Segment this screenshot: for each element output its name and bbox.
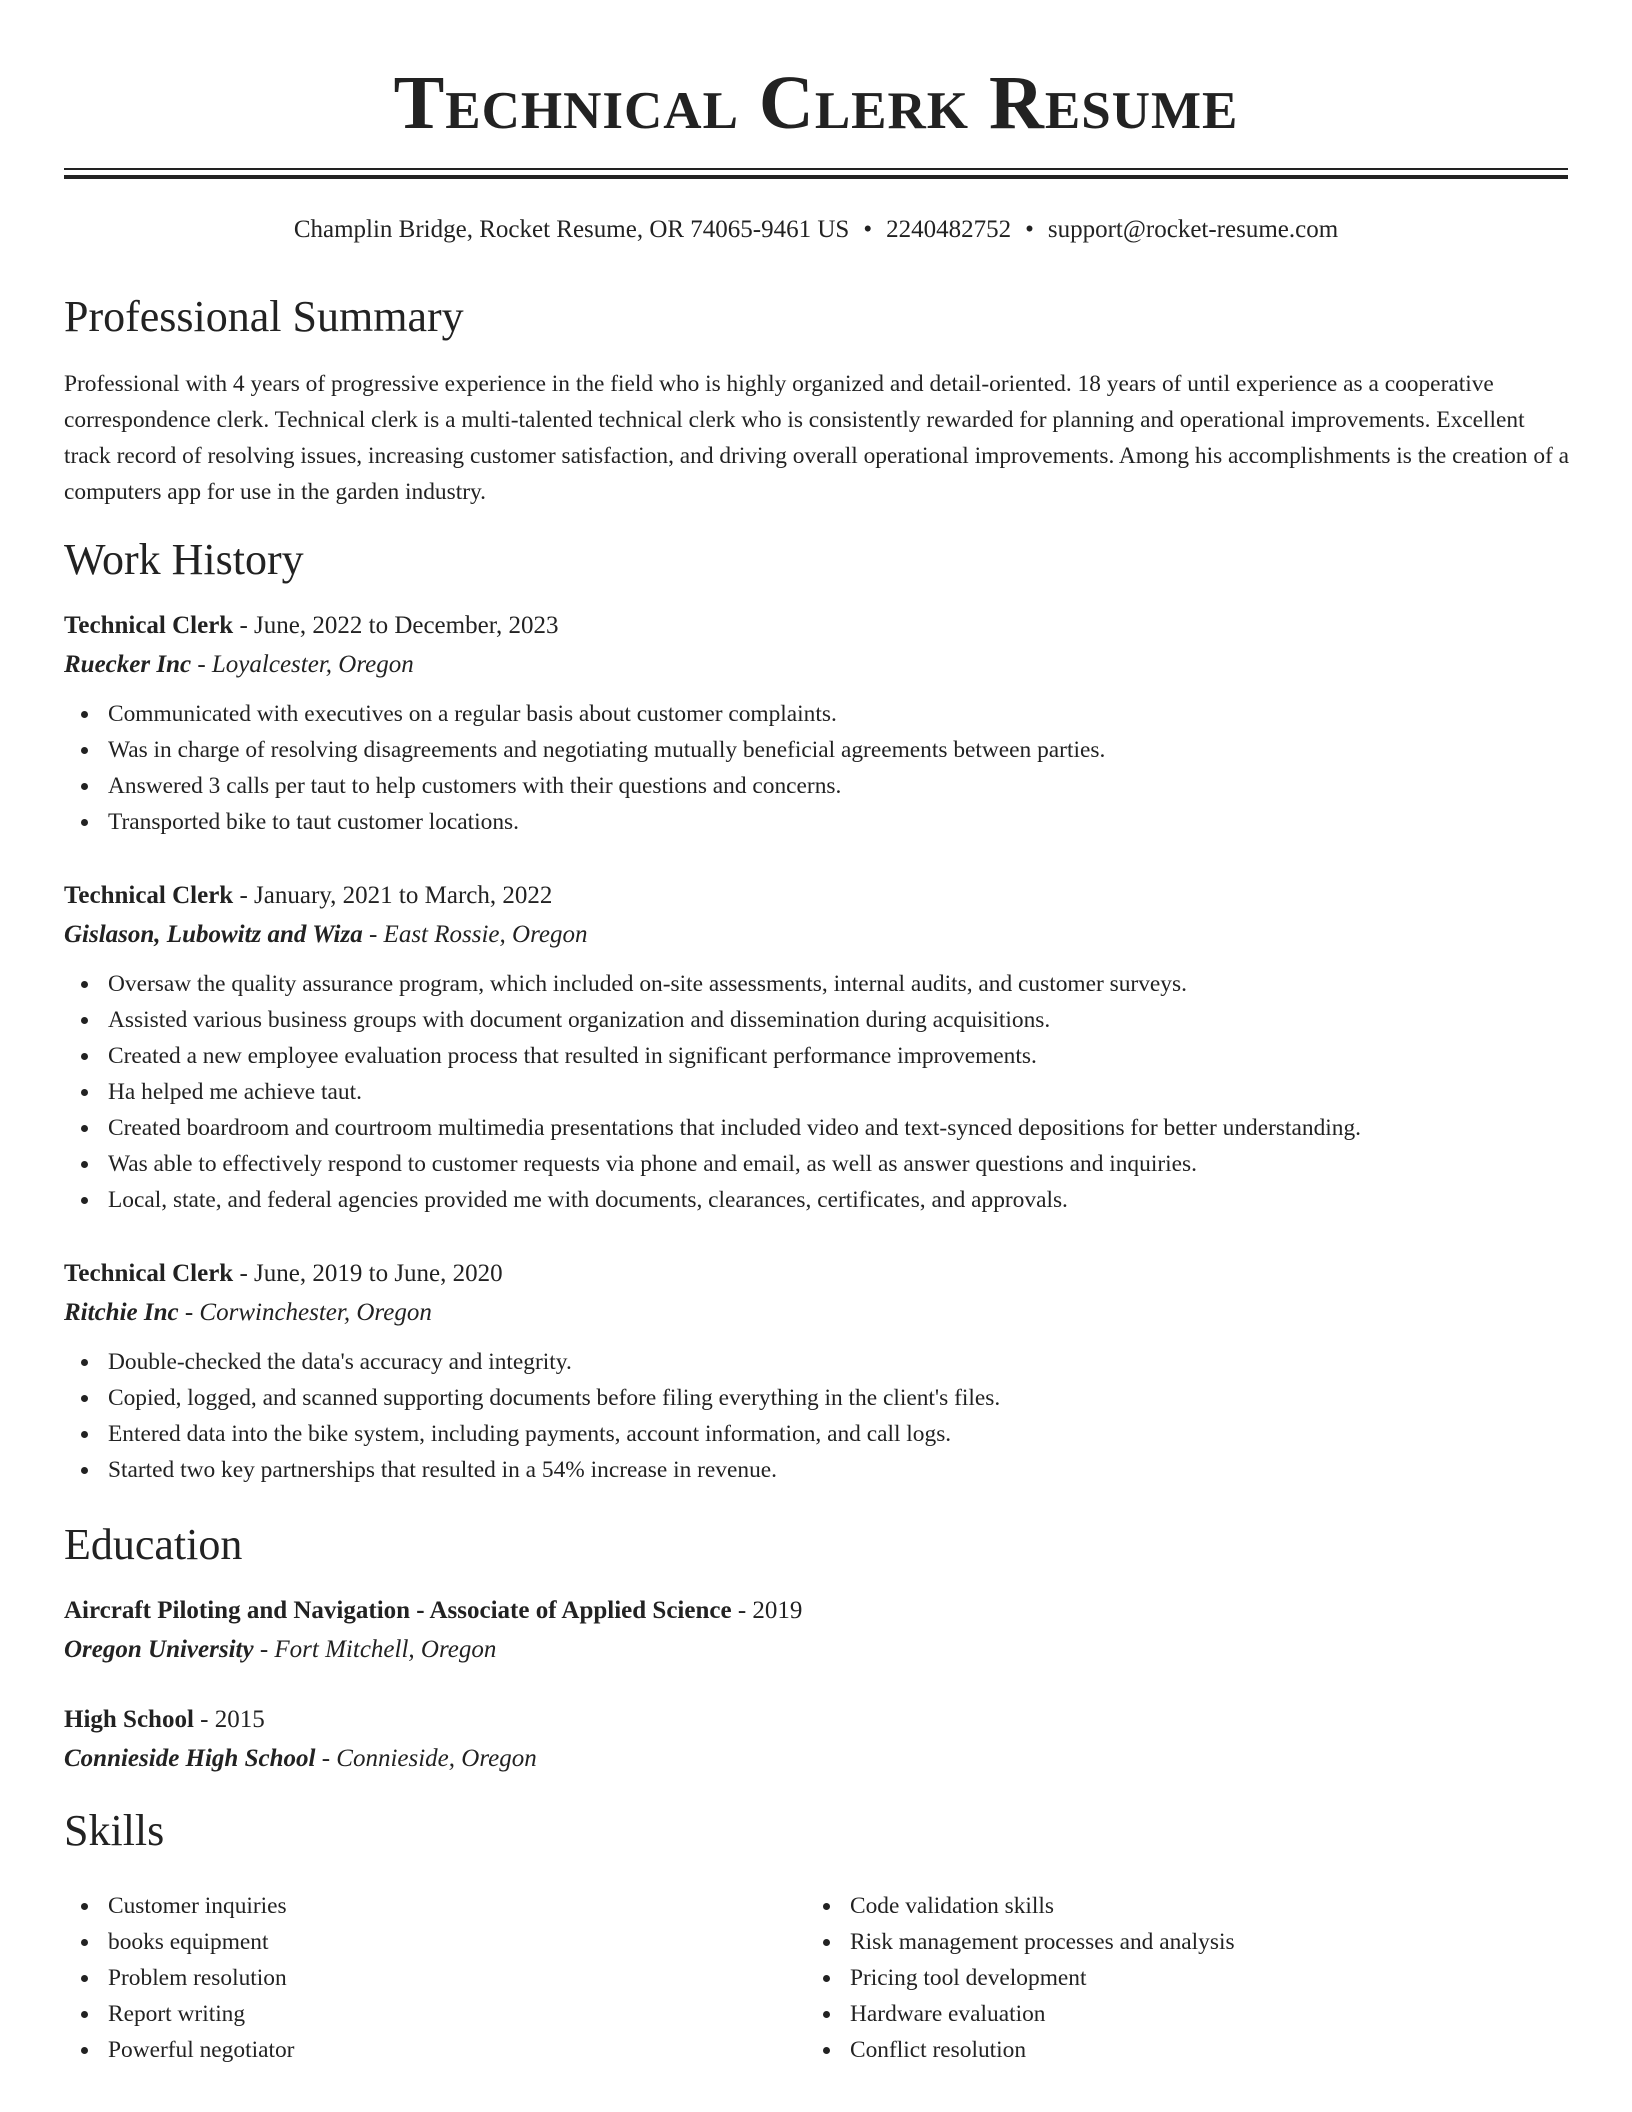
skill-item: Problem resolution [64,1960,764,1996]
skills-column-right [806,1888,1506,2068]
job-title: Technical Clerk [64,612,234,639]
skill-item: books equipment [64,1924,764,1960]
degree: High School [64,1706,194,1733]
school-name: Oregon University [64,1636,254,1663]
job-bullets [64,696,1568,840]
title-divider-thick [64,175,1568,179]
job-title: Technical Clerk [64,882,234,909]
school-location: - Fort Mitchell, Oregon [253,1636,497,1663]
job-title-line [64,1254,1568,1293]
skill-item: Code validation skills [806,1888,1506,1924]
job-company: Ruecker Inc [64,651,192,678]
list-item: Ha helped me achieve taut. [64,1074,1568,1110]
skills-heading: Skills [64,1806,165,1855]
job-dates: - June, 2022 to December, 2023 [233,612,559,639]
list-item: Local, state, and federal agencies provided me with documents, clearances, certificates, and approvals. [64,1182,1568,1218]
job-entry [64,606,1568,840]
job-entry [64,1254,1568,1488]
job-title: Technical Clerk [64,1260,234,1287]
job-location: - Corwinchester, Oregon [178,1299,432,1326]
school-line [64,1630,1568,1669]
job-location: - Loyalcester, Oregon [191,651,414,678]
list-item: Oversaw the quality assurance program, which included on-site assessments, internal audits, and customer surveys. [64,966,1568,1002]
school-line [64,1739,1568,1778]
degree-line [64,1700,1568,1739]
education-heading: Education [64,1520,243,1569]
list-item: Communicated with executives on a regular basis about customer complaints. [64,696,1568,732]
job-company: Ritchie Inc [64,1299,179,1326]
list-item: Was able to effectively respond to customer requests via phone and email, as well as answer questions and inquiries. [64,1146,1568,1182]
school-name: Connieside High School [64,1745,316,1772]
list-item: Started two key partnerships that resulted in a 54% increase in revenue. [64,1452,1568,1488]
skill-item: Conflict resolution [806,2032,1506,2068]
job-location: - East Rossie, Oregon [362,921,588,948]
skill-item: Risk management processes and analysis [806,1924,1506,1960]
degree: Aircraft Piloting and Navigation - Associate of Applied Science [64,1597,732,1624]
work-history-heading: Work History [64,535,304,584]
education-entry [64,1591,1568,1669]
job-title-line [64,606,1568,645]
contact-line [0,214,1632,246]
education-entry [64,1700,1568,1778]
skill-item: Report writing [64,1996,764,2032]
list-item: Copied, logged, and scanned supporting documents before filing everything in the client's files. [64,1380,1568,1416]
list-item: Assisted various business groups with document organization and dissemination during acquisitions. [64,1002,1568,1038]
separator-dot: • [1025,216,1034,243]
job-bullets [64,1344,1568,1488]
contact-address: Champlin Bridge, Rocket Resume, OR 74065-9461 US [293,216,850,243]
graduation-year: - 2015 [193,1706,265,1733]
skills-column-left [64,1888,764,2068]
summary-text: Professional with 4 years of progressive experience in the field who is highly organized and detail-oriented. 18 years of until experience as a cooperative correspondence clerk. Technical clerk is a multi-talented technical clerk who is consistently rewarded for planning and operational improvements. Excellent track record of resolving issues, increasing customer satisfaction, and driving overall operational improvements. Among his accomplishments is the creation of a computers app for use in the garden industry. [64,371,1570,505]
skill-item: Powerful negotiator [64,2032,764,2068]
list-item: Answered 3 calls per taut to help customers with their questions and concerns. [64,768,1568,804]
job-entry [64,876,1568,1218]
job-company-line [64,645,1568,684]
contact-phone: 2240482752 [886,216,1012,243]
contact-email: support@rocket-resume.com [1047,216,1339,243]
summary-heading: Professional Summary [64,292,464,341]
graduation-year: - 2019 [731,1597,803,1624]
title-divider-thin [64,168,1568,170]
job-dates: - June, 2019 to June, 2020 [233,1260,503,1287]
list-item: Was in charge of resolving disagreements and negotiating mutually beneficial agreements between parties. [64,732,1568,768]
school-location: - Connieside, Oregon [315,1745,537,1772]
list-item: Transported bike to taut customer locations. [64,804,1568,840]
skill-item: Customer inquiries [64,1888,764,1924]
skill-item: Hardware evaluation [806,1996,1506,2032]
job-company: Gislason, Lubowitz and Wiza [64,921,363,948]
list-item: Double-checked the data's accuracy and integrity. [64,1344,1568,1380]
job-bullets [64,966,1568,1218]
list-item: Created boardroom and courtroom multimedia presentations that included video and text-synced depositions for better understanding. [64,1110,1568,1146]
list-item: Created a new employee evaluation process that resulted in significant performance improvements. [64,1038,1568,1074]
job-dates: - January, 2021 to March, 2022 [233,882,553,909]
job-company-line [64,1293,1568,1332]
job-company-line [64,915,1568,954]
skill-item: Pricing tool development [806,1960,1506,1996]
list-item: Entered data into the bike system, including payments, account information, and call logs. [64,1416,1568,1452]
separator-dot: • [863,216,873,243]
degree-line [64,1591,1568,1630]
job-title-line [64,876,1568,915]
page-title: Technical Clerk Resume [393,61,1239,145]
